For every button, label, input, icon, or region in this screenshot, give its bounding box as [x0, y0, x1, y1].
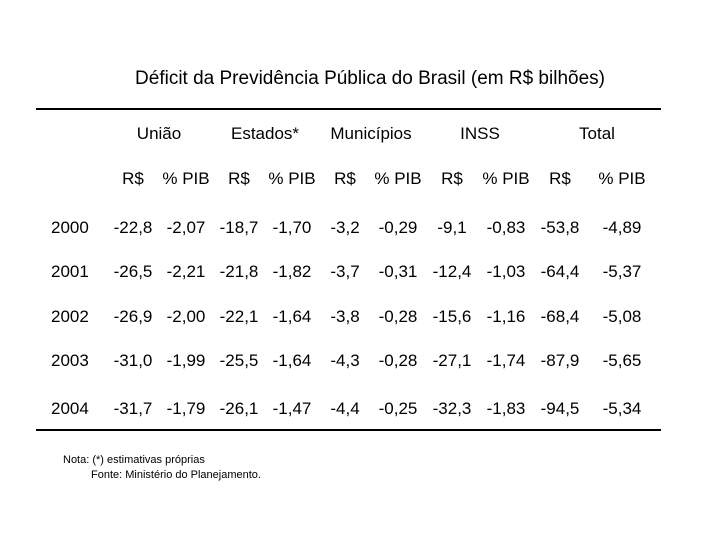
value-cell: -4,3	[330, 351, 360, 370]
value-cell: -5,08	[602, 307, 642, 326]
value-cell: -26,1	[219, 399, 259, 418]
subheader-pib: % PIB	[374, 169, 422, 188]
value-cell: -0,29	[378, 218, 418, 237]
subheader-rs: R$	[334, 169, 356, 188]
value-cell: -0,25	[378, 399, 418, 418]
bottom-rule	[36, 429, 661, 431]
value-cell: -5,34	[602, 399, 642, 418]
value-cell: -31,7	[113, 399, 153, 418]
group-header-total: Total	[579, 124, 615, 143]
year-cell: 2002	[51, 307, 89, 326]
value-cell: -2,00	[166, 307, 206, 326]
value-cell: -1,79	[166, 399, 206, 418]
value-cell: -0,83	[486, 218, 526, 237]
value-cell: -26,5	[113, 262, 153, 281]
value-cell: -1,74	[486, 351, 526, 370]
subheader-pib: % PIB	[268, 169, 316, 188]
group-header-estados: Estados*	[230, 124, 300, 143]
value-cell: -1,70	[272, 218, 312, 237]
subheader-rs: R$	[228, 169, 250, 188]
value-cell: -32,3	[432, 399, 472, 418]
value-cell: -31,0	[113, 351, 153, 370]
value-cell: -18,7	[219, 218, 259, 237]
value-cell: -21,8	[219, 262, 259, 281]
value-cell: -94,5	[540, 399, 580, 418]
value-cell: -5,65	[602, 351, 642, 370]
value-cell: -1,64	[272, 351, 312, 370]
value-cell: -22,1	[219, 307, 259, 326]
year-cell: 2004	[51, 399, 89, 418]
value-cell: -1,82	[272, 262, 312, 281]
value-cell: -3,7	[330, 262, 360, 281]
subheader-pib: % PIB	[482, 169, 530, 188]
group-header-uniao: União	[136, 124, 182, 143]
value-cell: -2,07	[166, 218, 206, 237]
value-cell: -3,2	[330, 218, 360, 237]
value-cell: -53,8	[540, 218, 580, 237]
year-cell: 2000	[51, 218, 89, 237]
value-cell: -25,5	[219, 351, 259, 370]
subheader-rs: R$	[441, 169, 463, 188]
value-cell: -2,21	[166, 262, 206, 281]
source-note: Fonte: Ministério do Planejamento.	[91, 469, 261, 481]
group-header-inss: INSS	[460, 124, 500, 143]
value-cell: -4,89	[602, 218, 642, 237]
value-cell: -22,8	[113, 218, 153, 237]
value-cell: -9,1	[437, 218, 467, 237]
top-rule	[36, 108, 661, 110]
value-cell: -0,31	[378, 262, 418, 281]
value-cell: -1,47	[272, 399, 312, 418]
value-cell: -1,99	[166, 351, 206, 370]
value-cell: -68,4	[540, 307, 580, 326]
value-cell: -1,64	[272, 307, 312, 326]
year-cell: 2001	[51, 262, 89, 281]
subheader-pib: % PIB	[162, 169, 210, 188]
value-cell: -1,83	[486, 399, 526, 418]
year-cell: 2003	[51, 351, 89, 370]
value-cell: -64,4	[540, 262, 580, 281]
value-cell: -3,8	[330, 307, 360, 326]
value-cell: -4,4	[330, 399, 360, 418]
footnote: Nota: (*) estimativas próprias	[63, 454, 205, 466]
value-cell: -0,28	[378, 351, 418, 370]
value-cell: -12,4	[432, 262, 472, 281]
value-cell: -0,28	[378, 307, 418, 326]
subheader-rs: R$	[122, 169, 144, 188]
value-cell: -1,03	[486, 262, 526, 281]
value-cell: -26,9	[113, 307, 153, 326]
value-cell: -5,37	[602, 262, 642, 281]
value-cell: -87,9	[540, 351, 580, 370]
group-header-municipios: Municípios	[330, 124, 412, 143]
table-title: Déficit da Previdência Pública do Brasil (em R$ bilhões)	[135, 68, 605, 89]
subheader-pib: % PIB	[598, 169, 646, 188]
value-cell: -27,1	[432, 351, 472, 370]
value-cell: -15,6	[432, 307, 472, 326]
subheader-rs: R$	[549, 169, 571, 188]
value-cell: -1,16	[486, 307, 526, 326]
